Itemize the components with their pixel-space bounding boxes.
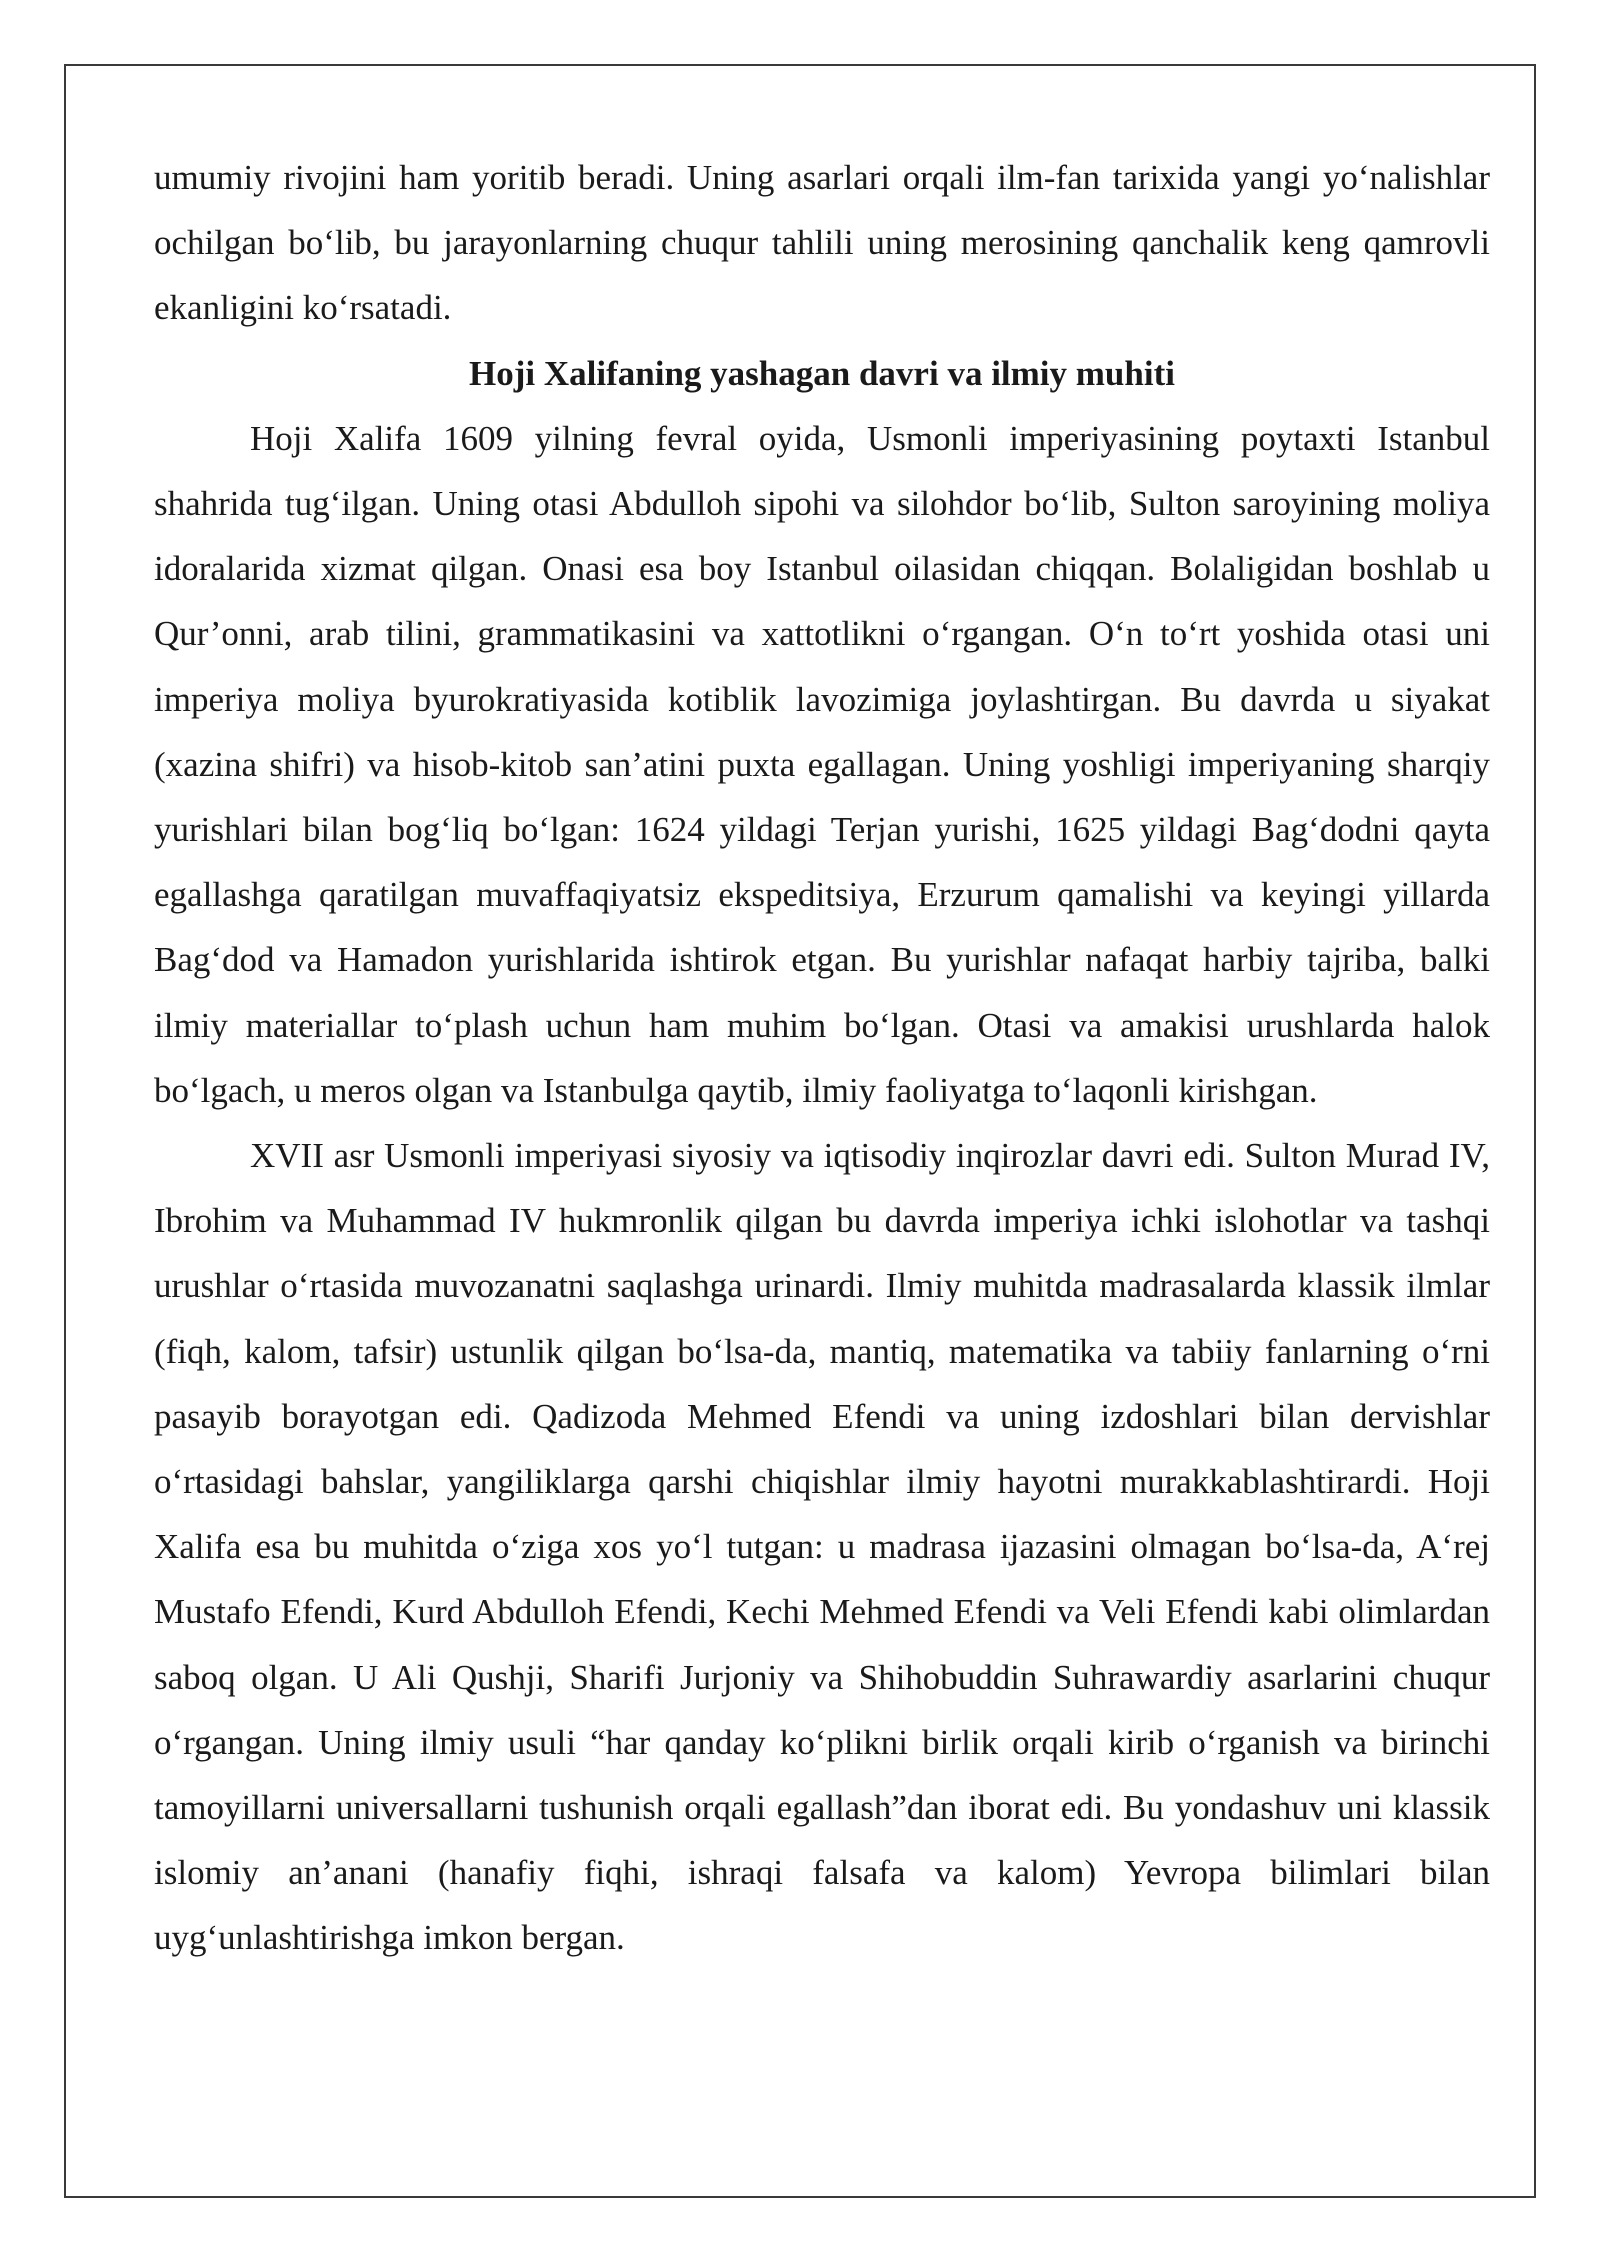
paragraph-birth-and-youth: Hoji Xalifa 1609 yilning fevral oyida, Usmonli imperiyasining poytaxti Istanbul shahrida tug‘ilgan. Uning otasi Abdulloh sipohi va silohdor bo‘lib, Sulton saroyining moliya idoralarida xizmat qilgan. Onasi esa boy Istanbul oilasidan chiqqan. Bolaligidan boshlab u Qur’onni, arab tilini, grammatikasini va xattotlikni o‘rgangan. O‘n to‘rt yoshida otasi uni imperiya moliya byurokratiyasida kotiblik lavozimiga joylashtirgan. Bu davrda u siyakat (xazina shifri) va hisob-kitob san’atini puxta egallagan. Uning yoshligi imperiyaning sharqiy yurishlari bilan bog‘liq bo‘lgan: 1624 yildagi Terjan yurishi, 1625 yildagi Bag‘dodni qayta egallashga qaratilgan muvaffaqiyatsiz ekspeditsiya, Erzurum qamalishi va keyingi yillarda Bag‘dod va Hamadon yurishlarida ishtirok etgan. Bu yurishlar nafaqat harbiy tajriba, balki ilmiy materiallar to‘plash uchun ham muhim bo‘lgan. Otasi va amakisi urushlarda halok bo‘lgach, u meros olgan va Istanbulga qaytib, ilmiy faoliyatga to‘laqonli kirishgan. <box>154 418 1490 1110</box>
paragraph-scientific-environment: XVII asr Usmonli imperiyasi siyosiy va iqtisodiy inqirozlar davri edi. Sulton Murad IV, Ibrohim va Muhammad IV hukmronlik qilgan bu davrda imperiya ichki islohotlar va tashqi urushlar o‘rtasida muvozanatni saqlashga urinardi. Ilmiy muhitda madrasalarda klassik ilmlar (fiqh, kalom, tafsir) ustunlik qilgan bo‘lsa-da, mantiq, matematika va tabiiy fanlarning o‘rni pasayib borayotgan edi. Qadizoda Mehmed Efendi va uning izdoshlari bilan dervishlar o‘rtasidagi bahslar, yangiliklarga qarshi chiqishlar ilmiy hayotni murakkablashtirardi. Hoji Xalifa esa bu muhitda o‘ziga xos yo‘l tutgan: u madrasa ijazasini olmagan bo‘lsa-da, A‘rej Mustafo Efendi, Kurd Abdulloh Efendi, Kechi Mehmed Efendi va Veli Efendi kabi olimlardan saboq olgan. U Ali Qushji, Sharifi Jurjoniy va Shihobuddin Suhrawardiy asarlarini chuqur o‘rgangan. Uning ilmiy usuli “har qanday ko‘plikni birlik orqali kirib o‘rganish va birinchi tamoyillarni universallarni tushunish orqali egallash”dan iborat edi. Bu yondashuv uni klassik islomiy an’anani (hanafiy fiqhi, ishraqi falsafa va kalom) Yevropa bilimlari bilan uyg‘unlashtirishga imkon bergan. <box>154 1136 1490 1958</box>
document-body <box>154 145 1490 1971</box>
intro-paragraph: umumiy rivojini ham yoritib beradi. Uning asarlari orqali ilm-fan tarixida yangi yo‘nalishlar ochilgan bo‘lib, bu jarayonlarning chuqur tahlili uning merosining qanchalik keng qamrovli ekanligini ko‘rsatadi. <box>154 158 1490 328</box>
section-heading: Hoji Xalifaning yashagan davri va ilmiy muhiti <box>469 353 1175 393</box>
